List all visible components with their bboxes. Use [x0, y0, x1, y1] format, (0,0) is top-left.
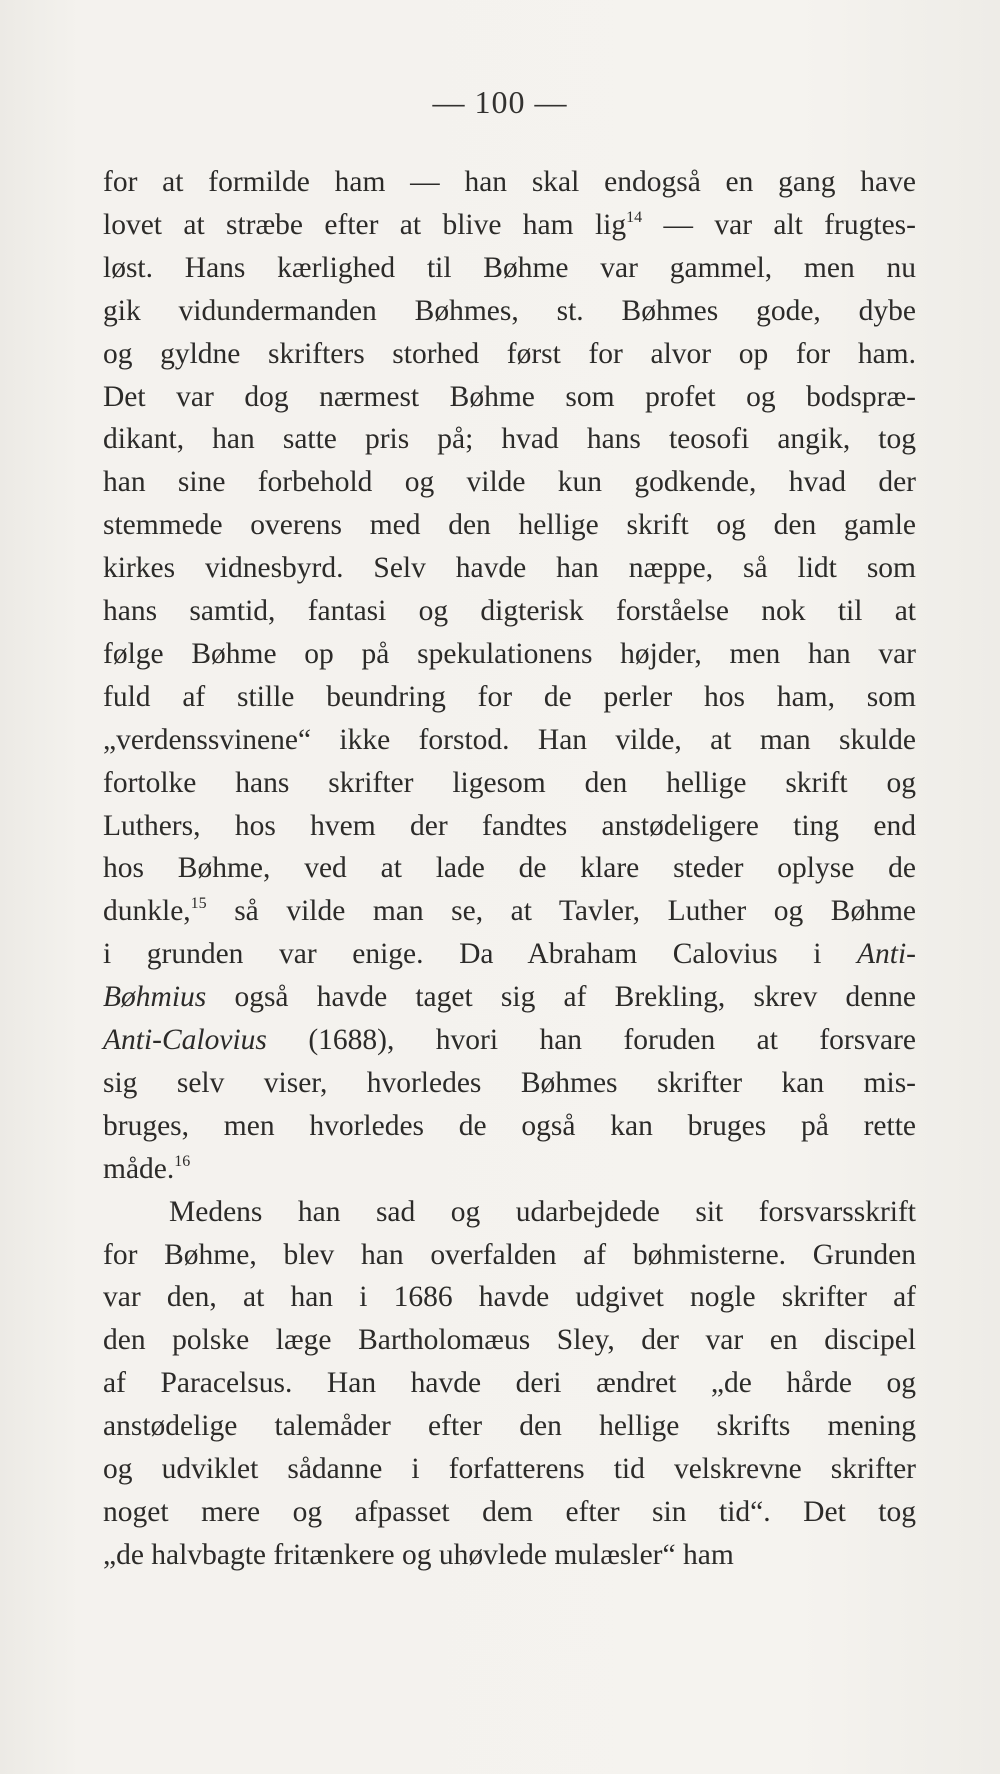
line-text: og gyldne skrifters storhed først for alvor op for ham. [103, 337, 916, 370]
line-text: Luthers, hos hvem der fandtes anstødeligere ting end [103, 809, 916, 842]
line-text-continued: — var alt frugtes- [642, 208, 916, 241]
text-line [103, 975, 916, 1019]
line-text: stemmede overens med den hellige skrift og den gamle [103, 509, 916, 542]
italic-title: Anti- [857, 938, 916, 971]
footnote-marker: 14 [626, 208, 643, 226]
line-text: hos Bøhme, ved at lade de klare steder oplyse de [103, 852, 916, 885]
text-line [103, 589, 916, 633]
page-number: — 100 — [432, 84, 568, 120]
text-line [103, 289, 916, 333]
text-line [103, 804, 916, 848]
italic-title: Bøhmius [103, 981, 207, 1014]
text-line [103, 1147, 916, 1191]
line-text-continued: så vilde man se, at Tavler, Luther og Bøhme [206, 895, 916, 928]
line-text: fuld af stille beundring for de perler hos ham, som [103, 680, 916, 713]
line-text: fortolke hans skrifter ligesom den hellige skrift og [103, 766, 916, 799]
text-line [103, 761, 916, 805]
text-line [103, 846, 916, 890]
line-text: „verdenssvinene“ ikke forstod. Han vilde, at man skulde [103, 723, 916, 756]
line-text: også havde taget sig af Brekling, skrev denne [206, 981, 916, 1014]
line-text: Det var dog nærmest Bøhme som profet og bodspræ- [103, 380, 916, 413]
text-line [103, 632, 916, 676]
body-text [103, 160, 916, 1750]
text-line [103, 1104, 916, 1148]
line-text: i grunden var enige. Da Abraham Calovius i [103, 938, 857, 971]
line-text: løst. Hans kærlighed til Bøhme var gammel, men nu [103, 251, 916, 284]
line-text: dikant, han satte pris på; hvad hans teosofi angik, tog [103, 423, 916, 456]
text-line [103, 417, 916, 461]
text-line [103, 1061, 916, 1105]
text-line [103, 1275, 916, 1319]
line-text: bruges, men hvorledes de også kan bruges på rette [103, 1109, 916, 1142]
italic-title: Anti-Calovius [103, 1024, 267, 1056]
line-text: måde. [103, 1152, 175, 1185]
text-line [103, 332, 916, 376]
line-text: noget mere og afpasset dem efter sin tid“. Det tog [103, 1495, 916, 1528]
text-line [103, 203, 916, 247]
line-text: var den, at han i 1686 havde udgivet nogle skrifter af [103, 1281, 916, 1314]
line-text: lovet at stræbe efter at blive ham lig [103, 208, 627, 241]
line-text: følge Bøhme op på spekulationens højder, men han var [103, 637, 916, 670]
line-text: gik vidundermanden Bøhmes, st. Bøhmes gode, dybe [103, 294, 916, 327]
line-text: for at formilde ham — han skal endogså en gang have [103, 166, 916, 198]
text-line [103, 1447, 916, 1491]
line-text: „de halvbagte fritænkere og uhøvlede mulæsler“ ham [103, 1538, 734, 1571]
text-line [103, 718, 916, 762]
line-text: dunkle, [103, 895, 191, 928]
text-line [103, 932, 916, 976]
text-line [103, 1361, 916, 1405]
text-line [103, 1318, 916, 1362]
line-text: for Bøhme, blev han overfalden af bøhmisterne. Grunden [103, 1238, 916, 1271]
text-line [103, 1018, 916, 1062]
line-text: hans samtid, fantasi og digterisk forståelse nok til at [103, 595, 916, 627]
line-text: og udviklet sådanne i forfatterens tid velskrevne skrifter [103, 1453, 916, 1485]
line-text: han sine forbehold og vilde kun godkende, hvad der [103, 466, 916, 499]
footnote-marker: 15 [190, 895, 207, 913]
text-line [103, 1190, 916, 1234]
text-line [103, 675, 916, 719]
footnote-marker: 16 [174, 1152, 191, 1170]
text-line [103, 546, 916, 590]
line-text: sig selv viser, hvorledes Bøhmes skrifter kan mis- [103, 1066, 916, 1099]
line-text: af Paracelsus. Han havde deri ændret „de hårde og [103, 1367, 916, 1400]
line-text: anstødelige talemåder efter den hellige skrifts mening [103, 1410, 916, 1443]
text-line [103, 1533, 916, 1577]
text-line [103, 1490, 916, 1534]
text-line [103, 1404, 916, 1448]
line-text: Medens han sad og udarbejdede sit forsvarsskrift [169, 1195, 916, 1228]
line-text: kirkes vidnesbyrd. Selv havde han næppe, så lidt som [103, 552, 916, 585]
text-line [103, 160, 916, 204]
text-line [103, 889, 916, 933]
text-line [103, 375, 916, 419]
text-line [103, 460, 916, 504]
line-text: den polske læge Bartholomæus Sley, der var en discipel [103, 1324, 916, 1357]
line-text: (1688), hvori han foruden at forsvare [266, 1024, 916, 1056]
text-line [103, 503, 916, 547]
text-line [103, 1233, 916, 1277]
text-line [103, 246, 916, 290]
